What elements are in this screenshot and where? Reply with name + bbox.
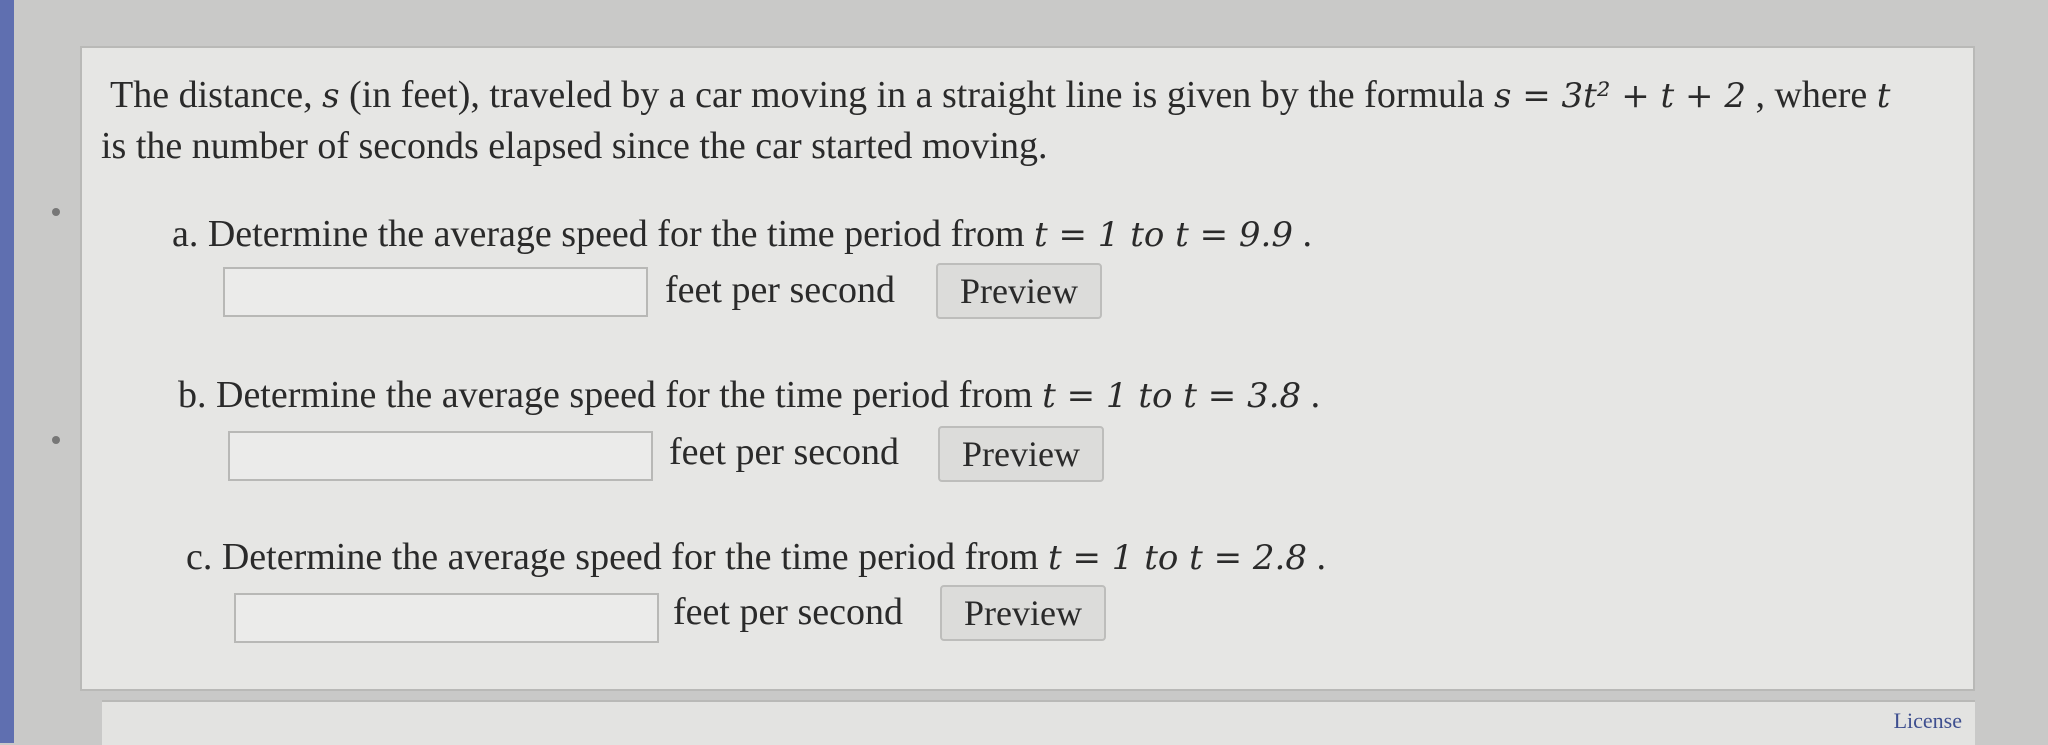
question-text xyxy=(101,70,1940,171)
part-b-prompt xyxy=(178,373,1320,417)
part-c-prompt xyxy=(186,535,1326,579)
intro-text: is the number of seconds elapsed since the car started moving. xyxy=(101,125,1048,167)
license-link[interactable]: License xyxy=(1893,708,1962,733)
part-suffix: . xyxy=(1307,536,1326,578)
part-label: b. Determine the average speed for the time period from xyxy=(178,374,1043,416)
time-range: t = 1 to t = 2.8 xyxy=(1048,538,1307,578)
part-b-answer-input[interactable] xyxy=(228,431,653,481)
part-suffix: . xyxy=(1293,213,1312,255)
part-label: c. Determine the average speed for the time period from xyxy=(186,536,1049,578)
part-suffix: . xyxy=(1301,374,1321,416)
variable-s: s xyxy=(322,76,340,116)
footer-bar xyxy=(102,700,1975,745)
formula: s = 3t² + t + 2 xyxy=(1493,76,1746,116)
time-range: t = 1 to t = 9.9 xyxy=(1034,215,1293,255)
marker-dot xyxy=(52,436,60,444)
window-edge-strip xyxy=(0,0,14,743)
marker-dot xyxy=(52,208,60,216)
part-b-unit: feet per second xyxy=(669,431,899,473)
part-a-preview-button[interactable]: Preview xyxy=(936,263,1102,319)
intro-text: (in feet), traveled by a car moving in a straight line is given by the formula xyxy=(339,74,1494,116)
part-a-prompt xyxy=(172,212,1312,256)
time-range: t = 1 to t = 3.8 xyxy=(1042,376,1302,416)
variable-t: t xyxy=(1876,76,1891,116)
intro-text: The distance, xyxy=(110,74,323,116)
part-a-answer-input[interactable] xyxy=(223,267,648,317)
part-c-preview-button[interactable]: Preview xyxy=(940,585,1106,641)
part-a-unit: feet per second xyxy=(665,269,895,311)
part-c-unit: feet per second xyxy=(673,591,903,633)
intro-text: , where xyxy=(1745,74,1877,116)
part-label: a. Determine the average speed for the time period from xyxy=(172,213,1035,255)
part-c-answer-input[interactable] xyxy=(234,593,659,643)
part-b-preview-button[interactable]: Preview xyxy=(938,426,1104,482)
